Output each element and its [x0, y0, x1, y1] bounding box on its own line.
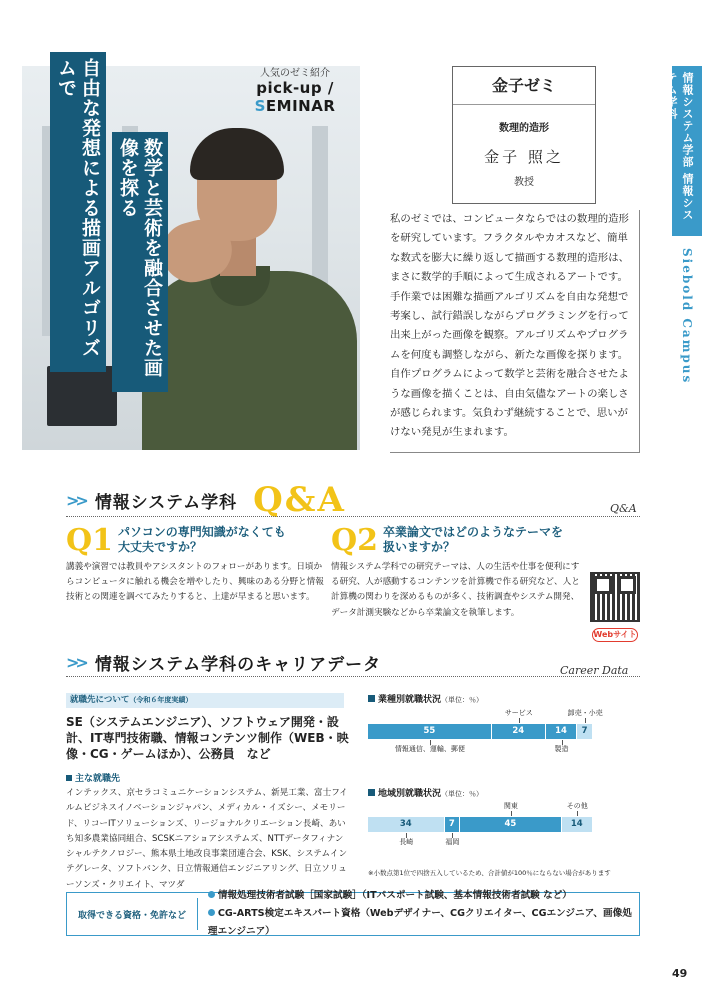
seminar-name: 金子ゼミ — [491, 76, 556, 95]
qa-divider — [66, 516, 640, 517]
q2-answer: 情報システム学科での研究テーマは、人の生活や仕事を便利にする研究、人が感動するコンテンツを計算機で作る研究など、人と計算機の関わりを深めるものが多く、技術調査やシステム開発、データ計測実験などから卒業論文を執筆します。 — [331, 562, 580, 618]
chevron-right-icon: >> — [66, 490, 85, 510]
label-tick — [585, 718, 586, 723]
category-label: 関東 — [503, 802, 518, 810]
pickup-small: 人気のゼミ紹介 — [260, 68, 330, 79]
category-label: 卸売・小売 — [567, 709, 603, 717]
category-label: 福岡 — [445, 838, 460, 846]
region-chart-title: 地域別就職状況（単位：％） — [368, 786, 483, 799]
employers-list: インテックス、京セラコミュニケーションシステム、新晃工業、富士フイルムビジネスイノベーションジャパン、メディカル・イズシー、メモリード、リコーITソリューションズ、リージョナルクリエーション長崎、あいち知多農業協同組合、SCSKニアショアシステムズ、NTTデータフィナンシャルテクノロジー、熊本県土地改良事業団連合会、KSK、システムインテグレータ、ソフトバンク、日立情報通信エンジニアリング、日立ソリューソンズ・クリエイト、マツダ — [66, 788, 348, 890]
employers-heading: 主な就職先 — [66, 771, 120, 784]
q1-title: パソコンの専門知識がなくても 大丈夫ですか？ — [118, 525, 286, 554]
career-heading: 情報システム学科のキャリアデータ — [94, 655, 382, 675]
region-bar — [368, 817, 593, 832]
seminar-field: 数理的造形 — [499, 123, 549, 134]
sidetab-campus: Siebold Campus — [680, 248, 694, 385]
bar-segment: 7 — [577, 724, 593, 739]
rounding-note: ※小数点第1位で四捨五入しているため、合計値が100％にならない場合があります — [368, 869, 611, 877]
qa-heading: 情報システム学科 — [94, 492, 238, 513]
seminar-description — [390, 210, 640, 453]
website-button[interactable]: Webサイト — [592, 628, 638, 642]
title-banner — [50, 52, 168, 392]
bar-segment: 45 — [460, 817, 561, 832]
qa-section-header — [66, 480, 346, 520]
career-english: Career Data — [560, 664, 629, 677]
sidetab-department: 情報システム学部 情報システム学科 — [672, 66, 702, 236]
jobs-description: SE（システムエンジニア）、ソフトウェア開発・設計、IT専門技術職、情報コンテンツ制作（WEB・映像・CG・ゲームほか）、公務員 など — [66, 715, 349, 761]
bar-segment: 14 — [546, 724, 578, 739]
qualification-item: CG-ARTS検定エキスパート資格（Webデザイナー、CGクリエイター、CGエンジニア、画像処理エンジニア） — [207, 908, 632, 937]
professor-name: 金子 照之 — [484, 148, 564, 166]
banner-line-1: 自由な発想による描画アルゴリズムで — [50, 52, 106, 372]
category-label: その他 — [566, 802, 588, 810]
category-label: サービス — [504, 709, 533, 717]
bar-segment: 34 — [368, 817, 445, 832]
q2-title: 卒業論文ではどのようなテーマを 扱いますか？ — [383, 525, 564, 554]
qualifications-label: 取得できる資格・免許など — [77, 910, 186, 921]
category-label: 情報通信、運輸、郵便 — [394, 745, 465, 753]
qa-english: Q&A — [610, 502, 637, 515]
professor-title: 教授 — [514, 177, 534, 188]
career-section-header — [66, 650, 381, 675]
label-tick — [511, 811, 512, 816]
side-tab — [665, 66, 702, 466]
bar-segment: 55 — [368, 724, 492, 739]
q1-answer: 講義や演習では教員やアシスタントのフォローがあります。日頃からコンピュータに触れる機会を増やしたり、興味のある分野と情報技術との関連を調べてみたりすると、上達が早まると思います。 — [66, 562, 324, 603]
label-tick — [577, 811, 578, 816]
qualifications-list — [198, 887, 639, 941]
pickup-label — [225, 64, 365, 115]
qr-code[interactable] — [590, 572, 640, 622]
label-tick — [519, 718, 520, 723]
q2-number: Q2 — [331, 523, 379, 558]
bar-segment: 14 — [562, 817, 594, 832]
career-divider — [66, 676, 640, 677]
jobs-heading: 就職先について（令和６年度実績） — [66, 693, 344, 708]
industry-chart-title: 業種別就職状況（単位：％） — [368, 692, 483, 705]
qualification-item: 情報処理技術者試験［国家試験］（ITパスポート試験、基本情報技術者試験 など） — [208, 887, 639, 905]
description-text: 私のゼミでは、コンピュータならではの数理的造形を研究しています。フラクタルやカオスなど、簡単な数式を膨大に繰り返して描画する数理的造形は、まさに数学的手順によって生成されるアートです。手作業では困難な描画アルゴリズムを自由な発想で考案し、試行錯誤しながらプログラミングを行って出来上がった画像を観察。アルゴリズムやプログラムを何度も調整しながら、新たな画像を探ります。自作プログラムによって数学と芸術を融合させたような画像を描くことは、自由気儘なアートの楽しさが感じられます。気負わず継続することで、思いがけない発見が生まれます。 — [390, 213, 629, 439]
banner-line-2: 数学と芸術を融合させた画像を探る — [112, 132, 168, 392]
bar-segment: 24 — [492, 724, 546, 739]
pickup-big: pick-up / SEMINAR — [254, 79, 336, 115]
bar-segment: 7 — [445, 817, 461, 832]
chevron-right-icon: >> — [66, 653, 85, 672]
industry-bar — [368, 724, 593, 739]
qualifications-box — [66, 892, 640, 936]
q1-number: Q1 — [66, 523, 114, 558]
professor-box — [452, 66, 596, 204]
category-label: 長崎 — [399, 838, 414, 846]
page-number: 49 — [672, 967, 688, 980]
qa-mark: Q&A — [253, 480, 346, 520]
category-label: 製造 — [554, 745, 569, 753]
